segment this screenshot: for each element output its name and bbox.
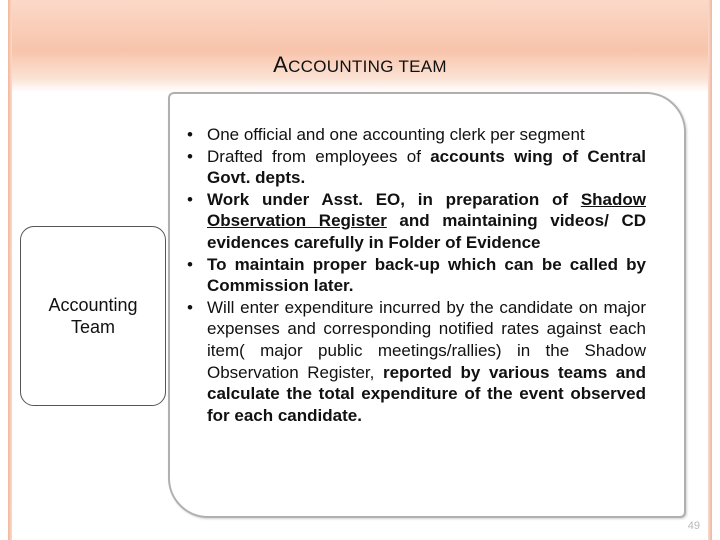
bullet-item xyxy=(184,146,646,189)
section-label-box xyxy=(20,226,166,406)
slide-title-rest: CCOUNTING TEAM xyxy=(288,57,447,76)
bullet-item xyxy=(184,297,646,427)
bullet-text: Will enter expenditure incurred by the candidate on major expenses and corresponding notified rates against each item( major public meetings/rallies) in the Shadow Observation Register, xyxy=(207,297,646,382)
right-frame-border xyxy=(708,0,712,540)
section-label xyxy=(48,294,137,338)
bullet-text: One official and one accounting clerk per segment xyxy=(207,125,585,144)
bullet-text-bold: To maintain proper back-up which can be called by Commission later. xyxy=(207,254,646,296)
bullet-list xyxy=(184,124,646,426)
bullet-text-bold: and maintaining videos/ CD evidences carefully in Folder of Evidence xyxy=(207,211,646,252)
section-label-line1: Accounting xyxy=(48,295,138,315)
bullet-text-bold: reported by various teams and calculate the total expenditure of the event observed for each candidate. xyxy=(207,362,646,425)
page-number: 49 xyxy=(687,520,700,532)
header-band xyxy=(12,0,708,92)
slide-title xyxy=(0,52,720,78)
bullet-text: Drafted from employees of xyxy=(207,146,431,166)
shadow-register-term: Shadow Observation Register xyxy=(207,189,646,231)
slide-title-initial: A xyxy=(273,52,289,77)
bullet-item xyxy=(184,254,646,297)
bullet-text-bold: accounts wing of Central Govt. depts. xyxy=(207,146,646,188)
bullet-item xyxy=(184,189,646,254)
section-label-line2: Team xyxy=(70,317,115,337)
bullet-text-bold: Work under Asst. EO, in preparation of xyxy=(207,189,581,209)
bullet-item xyxy=(184,124,646,146)
